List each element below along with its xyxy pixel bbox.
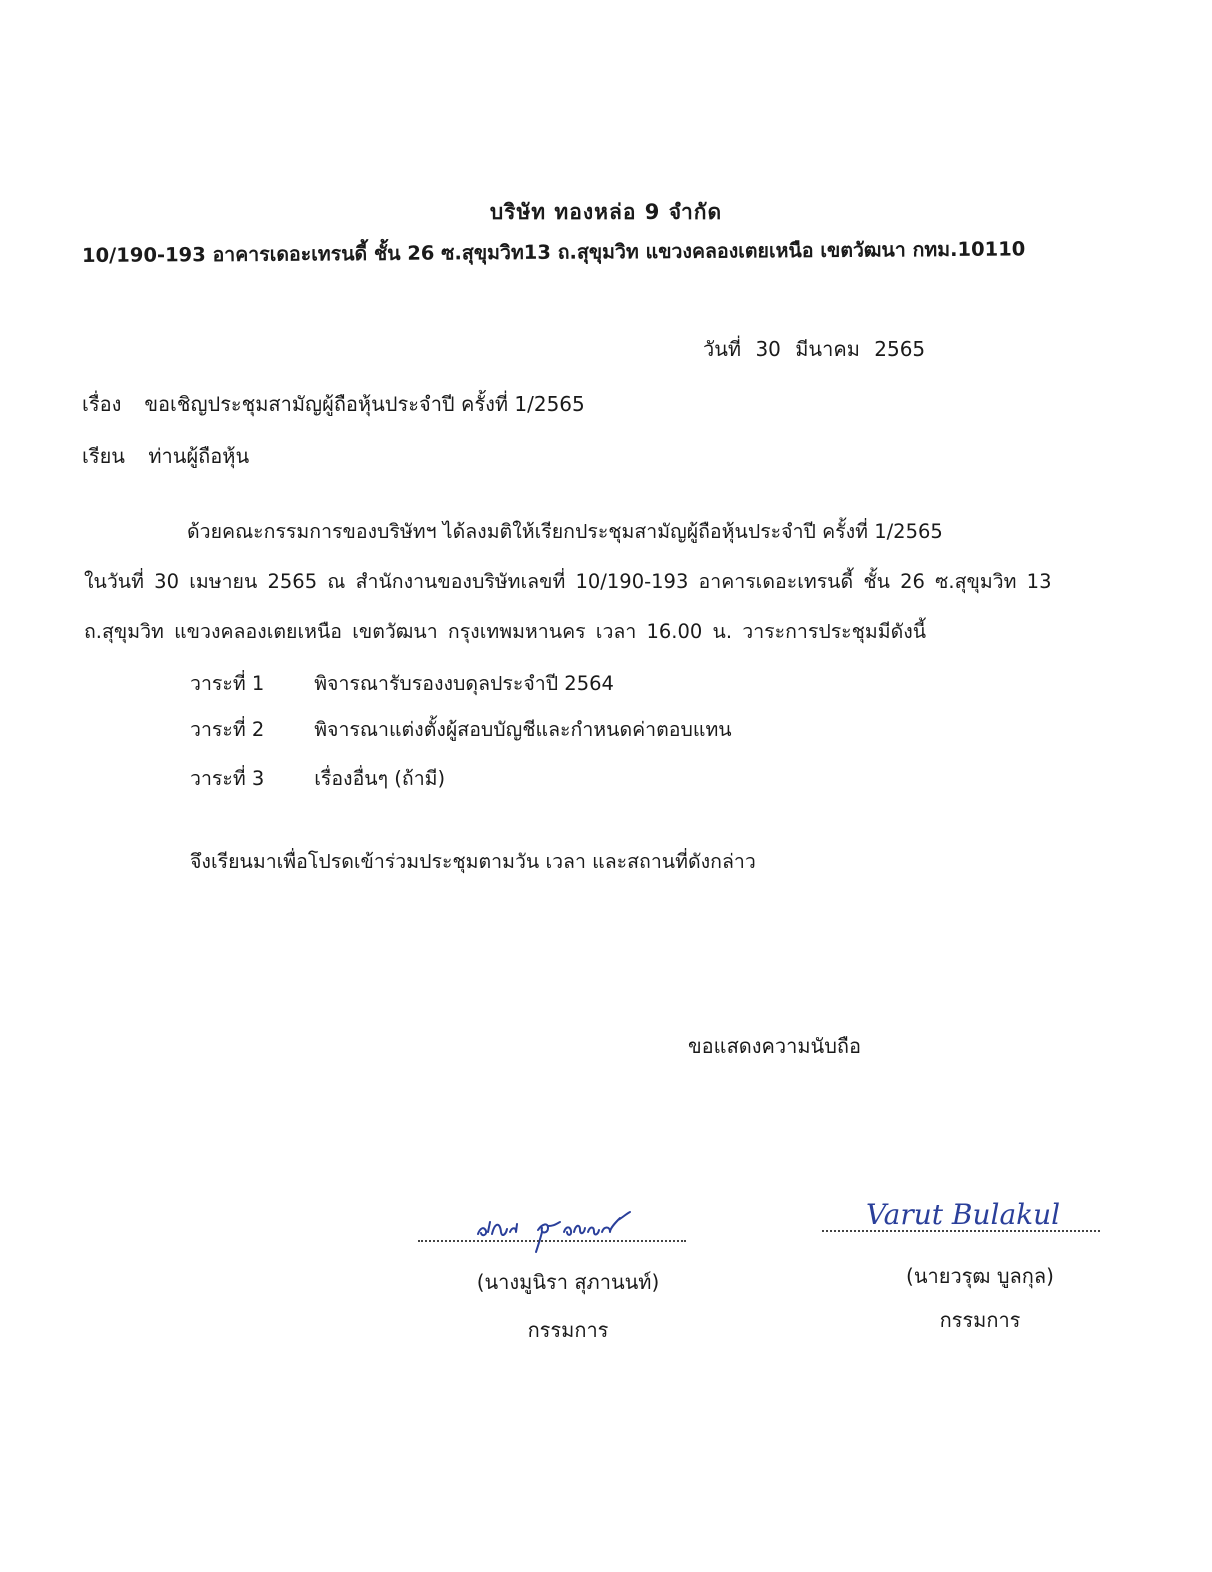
recipient-label: เรียน [82,444,125,468]
agenda-text: พิจารณารับรองงบดุลประจำปี 2564 [314,672,614,695]
body-line-3: ถ.สุขุมวิท แขวงคลองเตยเหนือ เขตวัฒนา กรุงเทพมหานคร เวลา 16.00 น. วาระการประชุมมีดังนี้ [84,620,927,643]
signature-2-handwriting [862,1188,1077,1236]
agenda-number: วาระที่ 3 [190,767,265,790]
letter-date: วันที่ 30 มีนาคม 2565 [703,337,926,361]
recipient-line [82,440,249,472]
agenda-number: วาระที่ 2 [190,718,265,741]
signatory-2-role: กรรมการ [939,1308,1021,1332]
recipient-text: ท่านผู้ถือหุ้น [148,444,250,468]
body-line-1: ด้วยคณะกรรมการของบริษัทฯ ได้ลงมติให้เรียกประชุมสามัญผู้ถือหุ้นประจำปี ครั้งที่ 1/2565 [187,520,943,543]
signatory-1-role: กรรมการ [527,1318,609,1342]
subject-label: เรื่อง [82,392,122,416]
signatory-2-name: (นายวรุฒ บูลกุล) [906,1264,1054,1288]
agenda-item [190,668,614,699]
company-name: บริษัท ทองหล่อ 9 จำกัด [489,200,723,224]
signature-2-line [822,1230,1100,1232]
body-line-2: ในวันที่ 30 เมษายน 2565 ณ สำนักงานของบริษัทเลขที่ 10/190-193 อาคารเดอะเทรนดี้ ชั้น 26 ซ.สุขุมวิท 13 [84,570,1052,593]
agenda-text: เรื่องอื่นๆ (ถ้ามี) [314,767,446,790]
regards: ขอแสดงความนับถือ [688,1034,862,1058]
subject-line [82,388,585,420]
svg-text:Varut Bulakul: Varut Bulakul [866,1198,1061,1231]
closing-sentence: จึงเรียนมาเพื่อโปรดเข้าร่วมประชุมตามวัน เวลา และสถานที่ดังกล่าว [190,850,756,873]
signature-1-line [418,1240,686,1242]
agenda-number: วาระที่ 1 [190,672,265,695]
agenda-text: พิจารณาแต่งตั้งผู้สอบบัญชีและกำหนดค่าตอบแทน [314,718,732,741]
subject-text: ขอเชิญประชุมสามัญผู้ถือหุ้นประจำปี ครั้งที่ 1/2565 [144,392,585,416]
agenda-item [190,763,445,794]
signatory-1-name: (นางมูนิรา สุภานนท์) [476,1270,660,1294]
signature-1-handwriting [468,1198,648,1258]
company-address: 10/190-193 อาคารเดอะเทรนดี้ ชั้น 26 ซ.สุขุมวิท13 ถ.สุขุมวิท แขวงคลองเตยเหนือ เขตวัฒนา กทม.10110 [81,237,1026,267]
agenda-item [190,714,732,745]
